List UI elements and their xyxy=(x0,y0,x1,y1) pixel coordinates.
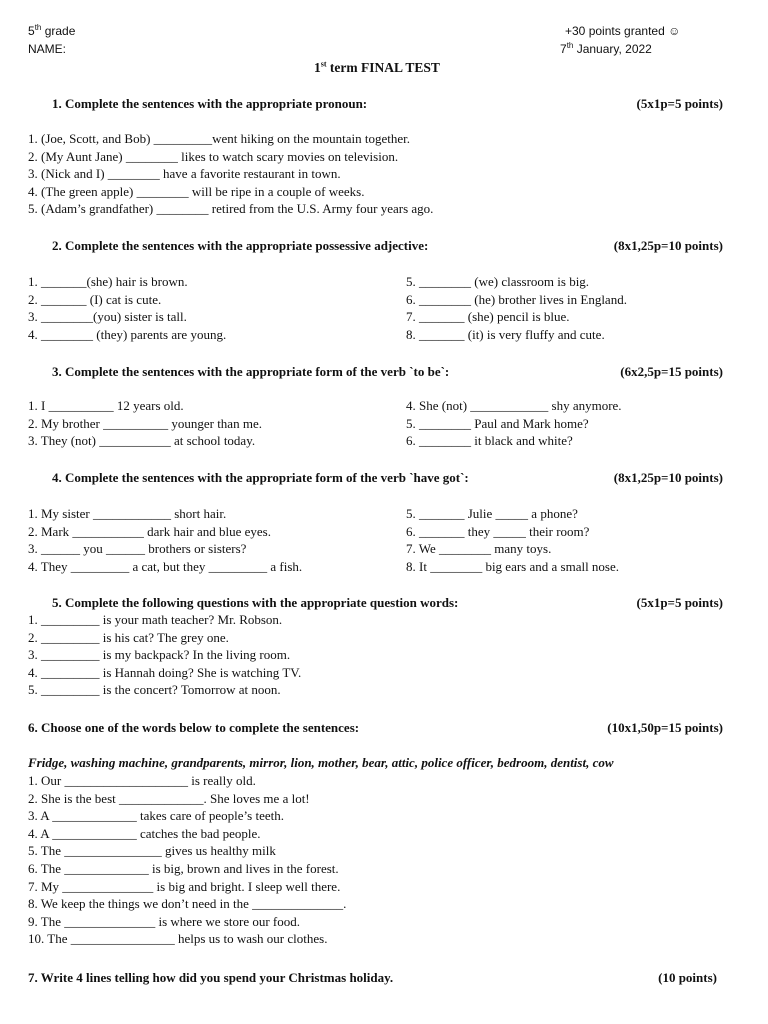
section-4-right-list xyxy=(406,505,619,575)
list-item: 1. My sister ____________ short hair. xyxy=(28,506,227,521)
test-date: 7th January, 2022 xyxy=(560,41,652,56)
list-item: 5. ________ Paul and Mark home? xyxy=(406,415,589,431)
section-3-right-list xyxy=(406,397,622,450)
list-item: 1. I __________ 12 years old. xyxy=(28,398,184,413)
list-item: 5. The _______________ gives us healthy milk xyxy=(28,843,276,859)
list-item: 4. ________ (they) parents are young. xyxy=(28,326,227,342)
section-1-points: (5x1p=5 points) xyxy=(636,96,723,111)
list-item: 1. _______(she) hair is brown. xyxy=(28,274,188,289)
section-5-list xyxy=(28,611,301,699)
list-item: 6. _______ they _____ their room? xyxy=(406,523,590,539)
grade-label: 5th grade xyxy=(28,23,76,38)
list-item: 4. They _________ a cat, but they _________ a fish. xyxy=(28,558,303,574)
word-bank: Fridge, washing machine, grandparents, mirror, lion, mother, bear, attic, police officer, bedroom, dentist, cow xyxy=(28,755,614,770)
list-item: 8. We keep the things we don’t need in the ______________. xyxy=(28,896,347,912)
section-1-list xyxy=(28,130,433,218)
section-4-left-list xyxy=(28,505,302,575)
section-1-heading: 1. Complete the sentences with the appropriate pronoun: xyxy=(52,96,368,111)
list-item: 6. The _____________ is big, brown and lives in the forest. xyxy=(28,860,339,876)
list-item: 6. ________ (he) brother lives in England. xyxy=(406,291,627,307)
list-item: 3. ______ you ______ brothers or sisters? xyxy=(28,541,247,557)
list-item: 1. _________ is your math teacher? Mr. Robson. xyxy=(28,612,283,627)
list-item: 4. (The green apple) ________ will be ripe in a couple of weeks. xyxy=(28,183,365,199)
section-7-heading: 7. Write 4 lines telling how did you spend your Christmas holiday. xyxy=(28,970,394,985)
list-item: 5. (Adam’s grandfather) ________ retired from the U.S. Army four years ago. xyxy=(28,201,434,217)
section-5-points: (5x1p=5 points) xyxy=(636,595,723,610)
list-item: 1. (Joe, Scott, and Bob) _________went hiking on the mountain together. xyxy=(28,131,411,146)
list-item: 4. _________ is Hannah doing? She is watching TV. xyxy=(28,664,302,680)
list-item: 3. _________ is my backpack? In the living room. xyxy=(28,647,291,663)
list-item: 3. ________(you) sister is tall. xyxy=(28,309,187,325)
section-3-left-list xyxy=(28,397,262,450)
section-7-points: (10 points) xyxy=(658,970,717,985)
list-item: 2. My brother __________ younger than me. xyxy=(28,415,262,431)
list-item: 2. _________ is his cat? The grey one. xyxy=(28,629,229,645)
list-item: 2. (My Aunt Jane) ________ likes to watch scary movies on television. xyxy=(28,148,399,164)
section-2-right-list xyxy=(406,273,627,343)
list-item: 2. Mark ___________ dark hair and blue eyes. xyxy=(28,523,271,539)
section-4-heading: 4. Complete the sentences with the appropriate form of the verb `have got`: xyxy=(52,470,469,485)
list-item: 9. The ______________ is where we store our food. xyxy=(28,913,300,929)
section-3-points: (6x2,5p=15 points) xyxy=(620,364,723,379)
section-4-points: (8x1,25p=10 points) xyxy=(613,470,723,485)
section-2-points: (8x1,25p=10 points) xyxy=(613,238,723,253)
list-item: 4. She (not) ____________ shy anymore. xyxy=(406,398,622,413)
list-item: 5. _________ is the concert? Tomorrow at noon. xyxy=(28,682,281,698)
list-item: 7. _______ (she) pencil is blue. xyxy=(406,309,570,325)
list-item: 2. She is the best _____________. She loves me a lot! xyxy=(28,790,310,806)
section-6-points: (10x1,50p=15 points) xyxy=(607,720,723,735)
section-6-list xyxy=(28,772,346,948)
section-5-heading: 5. Complete the following questions with the appropriate question words: xyxy=(52,595,459,610)
list-item: 8. It ________ big ears and a small nose. xyxy=(406,558,620,574)
points-granted: +30 points granted ☺ xyxy=(565,24,681,38)
list-item: 5. ________ (we) classroom is big. xyxy=(406,274,590,289)
list-item: 1. Our ___________________ is really old. xyxy=(28,773,256,788)
name-label: NAME: xyxy=(28,42,67,56)
list-item: 2. _______ (I) cat is cute. xyxy=(28,291,162,307)
section-2-left-list xyxy=(28,273,226,343)
list-item: 6. ________ it black and white? xyxy=(406,433,573,449)
list-item: 7. My ______________ is big and bright. I sleep well there. xyxy=(28,878,341,894)
section-3-heading: 3. Complete the sentences with the appropriate form of the verb `to be`: xyxy=(52,364,450,379)
list-item: 5. _______ Julie _____ a phone? xyxy=(406,506,578,521)
section-6-heading: 6. Choose one of the words below to complete the sentences: xyxy=(28,720,360,735)
list-item: 3. A _____________ takes care of people’s teeth. xyxy=(28,808,284,824)
section-2-heading: 2. Complete the sentences with the appropriate possessive adjective: xyxy=(52,238,429,253)
page-title: 1st term FINAL TEST xyxy=(314,59,440,75)
list-item: 8. _______ (it) is very fluffy and cute. xyxy=(406,326,605,342)
list-item: 3. (Nick and I) ________ have a favorite restaurant in town. xyxy=(28,166,341,182)
list-item: 7. We ________ many toys. xyxy=(406,541,552,557)
list-item: 10. The ________________ helps us to wash our clothes. xyxy=(28,931,328,947)
list-item: 4. A _____________ catches the bad people. xyxy=(28,825,261,841)
list-item: 3. They (not) ___________ at school today. xyxy=(28,433,256,449)
